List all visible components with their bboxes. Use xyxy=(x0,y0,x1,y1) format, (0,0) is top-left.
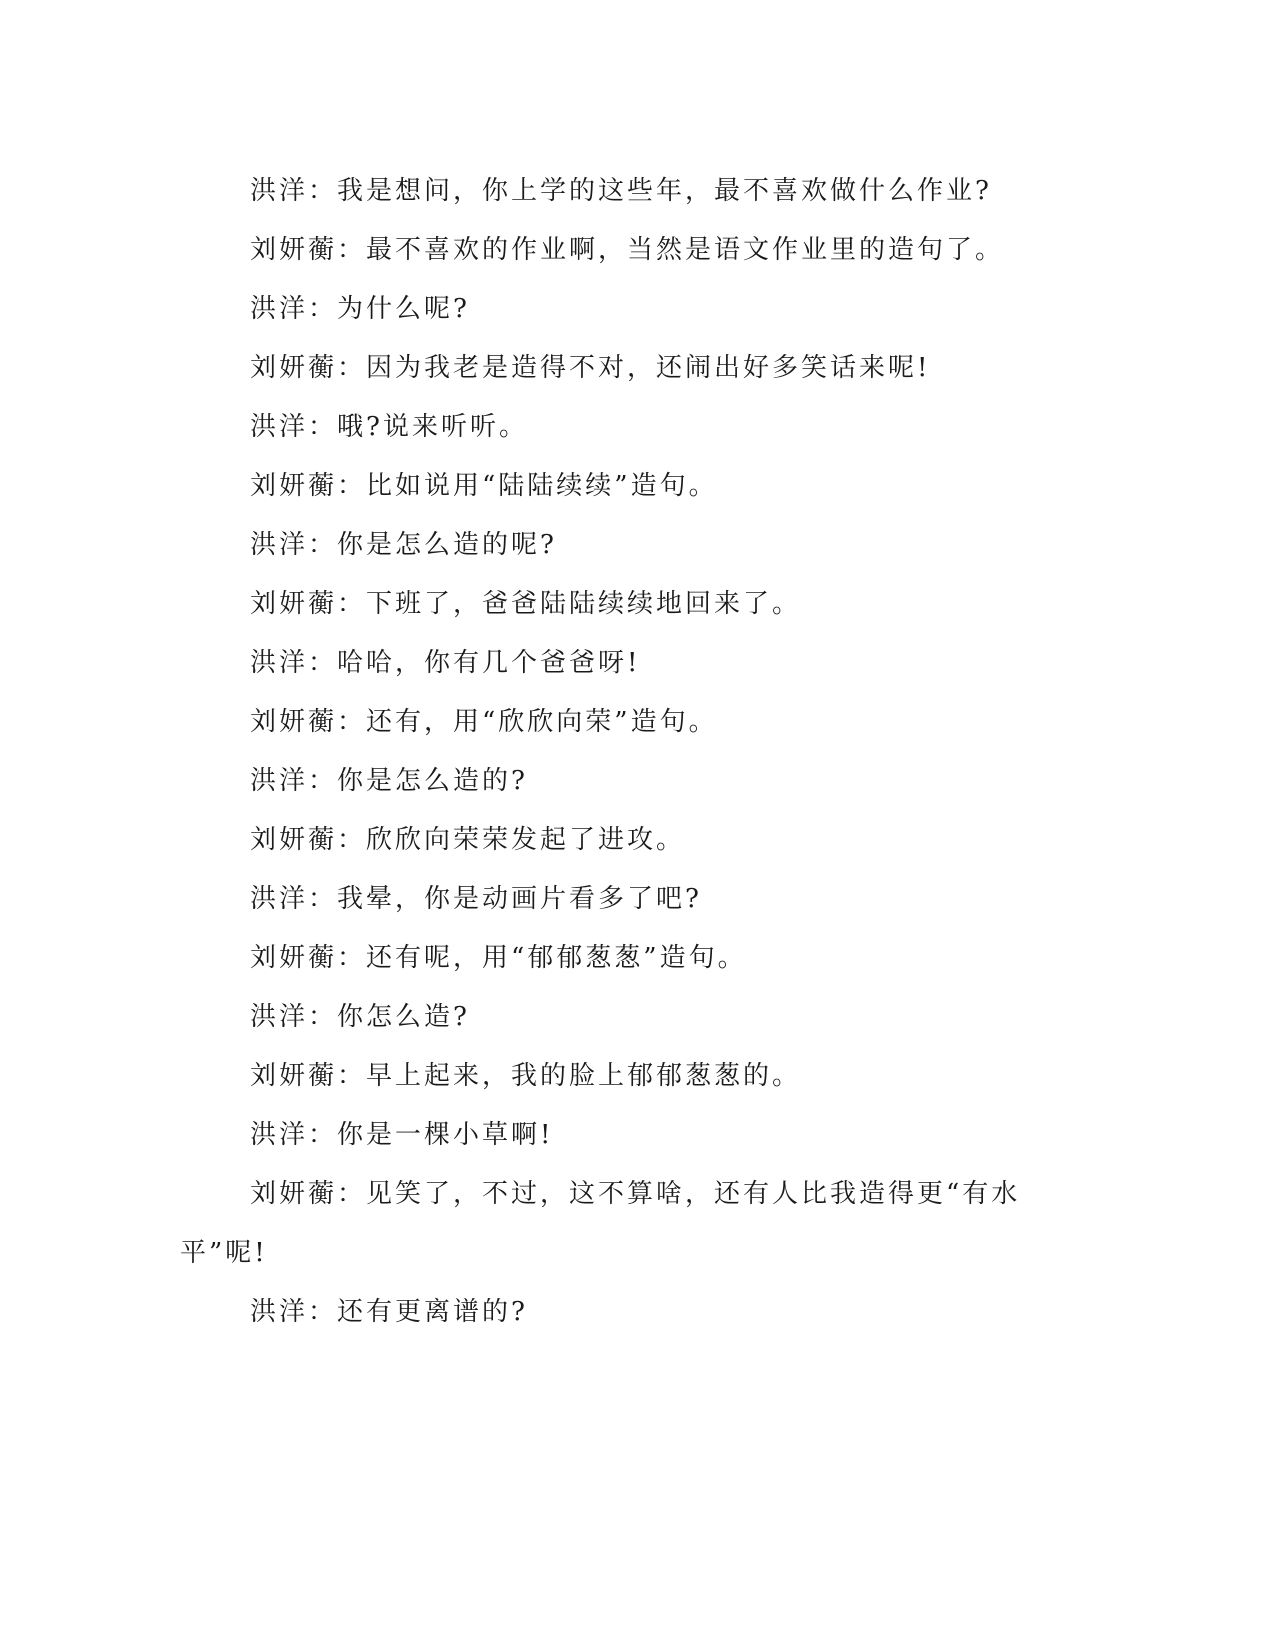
dialogue-line: 洪洋：还有更离谱的? xyxy=(250,1297,528,1327)
dialogue-line: 洪洋：你是一棵小草啊! xyxy=(250,1120,554,1150)
dialogue-line: 洪洋：为什么呢? xyxy=(250,294,470,324)
dialogue-line: 刘妍蘅：最不喜欢的作业啊，当然是语文作业里的造句了。 xyxy=(250,235,1005,265)
dialogue-line: 洪洋：哈哈，你有几个爸爸呀! xyxy=(250,648,641,678)
dialogue-line: 洪洋：哦?说来听听。 xyxy=(250,412,528,442)
dialogue-line: 刘妍蘅：早上起来，我的脸上郁郁葱葱的。 xyxy=(250,1061,802,1091)
dialogue-line: 刘妍蘅：还有，用“欣欣向荣”造句。 xyxy=(250,707,718,737)
dialogue-line: 洪洋：你是怎么造的? xyxy=(250,766,528,796)
dialogue-line: 刘妍蘅：还有呢，用“郁郁葱葱”造句。 xyxy=(250,943,747,973)
dialogue-line: 洪洋：我是想问，你上学的这些年，最不喜欢做什么作业? xyxy=(250,176,992,206)
dialogue-line: 刘妍蘅：下班了，爸爸陆陆续续地回来了。 xyxy=(250,589,802,619)
dialogue-line: 刘妍蘅：欣欣向荣荣发起了进攻。 xyxy=(250,825,686,855)
dialogue-line: 洪洋：你怎么造? xyxy=(250,1002,470,1032)
dialogue-line: 洪洋：你是怎么造的呢? xyxy=(250,530,557,560)
dialogue-line: 洪洋：我晕，你是动画片看多了吧? xyxy=(250,884,702,914)
dialogue-line: 刘妍蘅：比如说用“陆陆续续”造句。 xyxy=(250,471,718,501)
dialogue-line: 刘妍蘅：因为我老是造得不对，还闹出好多笑话来呢! xyxy=(250,353,931,383)
dialogue-body xyxy=(180,162,1080,1342)
dialogue-line: 刘妍蘅：见笑了，不过，这不算啥，还有人比我造得更“有水平”呢! xyxy=(180,1179,1021,1268)
